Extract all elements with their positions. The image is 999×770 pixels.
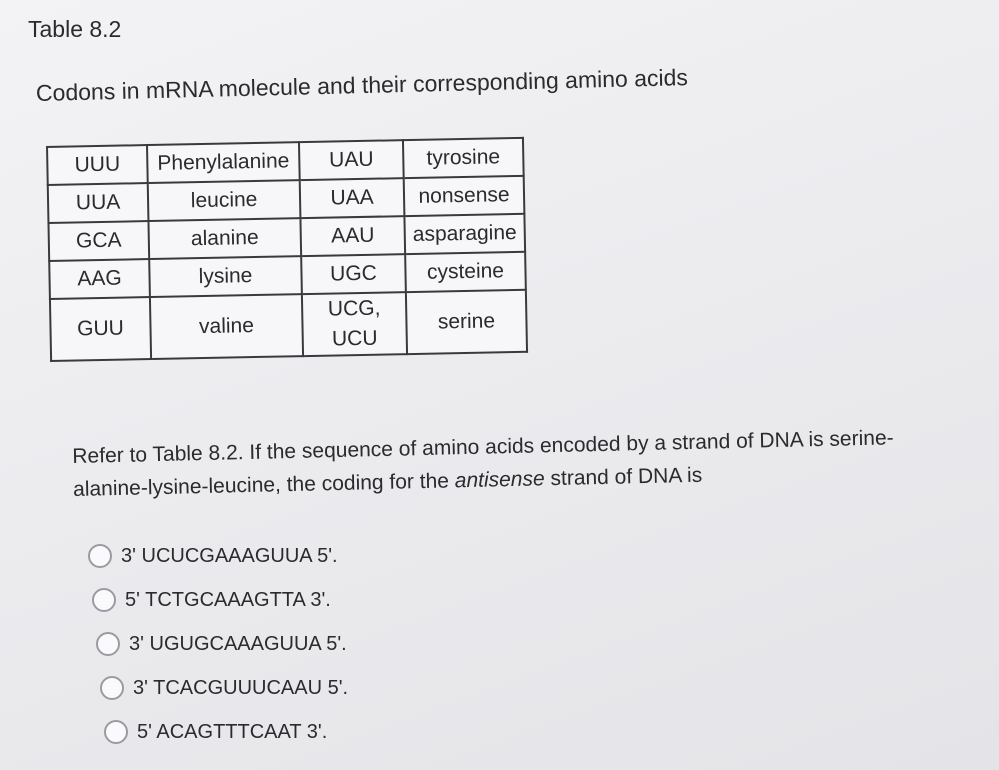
- table-row: [50, 290, 527, 361]
- amino-acid-cell: cysteine: [405, 252, 526, 292]
- amino-acid-cell: Phenylalanine: [147, 142, 300, 183]
- codon-line: UCG,: [327, 296, 381, 321]
- codon-cell: GCA: [48, 221, 149, 261]
- answer-option[interactable]: [88, 534, 348, 578]
- answer-option[interactable]: [96, 622, 348, 666]
- amino-acid-cell: leucine: [148, 180, 301, 221]
- option-label: 3' UCUCGAAAGUUA 5'.: [121, 544, 338, 567]
- amino-acid-cell: asparagine: [404, 214, 525, 254]
- amino-acid-cell: lysine: [149, 256, 302, 297]
- option-label: 5' ACAGTTTCAAT 3'.: [137, 720, 328, 743]
- table-label: Table 8.2: [28, 16, 122, 42]
- question-text-end: strand of DNA is: [544, 463, 703, 491]
- amino-acid-cell: serine: [406, 290, 527, 354]
- radio-button[interactable]: [92, 588, 116, 612]
- question-text-start: Refer to Table 8.2. If the sequence of amino acids encoded by a strand of DNA is serine-alanine-lysine-leucine, the coding for the: [72, 426, 894, 501]
- codon-table: [46, 137, 528, 362]
- question-text: [72, 420, 933, 505]
- codon-cell: UUA: [48, 183, 149, 223]
- amino-acid-cell: nonsense: [404, 176, 525, 216]
- codon-cell: UAU: [299, 140, 404, 180]
- amino-acid-cell: tyrosine: [403, 138, 524, 178]
- answer-options: [88, 534, 348, 754]
- radio-button[interactable]: [88, 544, 112, 568]
- amino-acid-cell: valine: [150, 294, 303, 359]
- answer-option[interactable]: [92, 578, 348, 622]
- option-label: 3' UGUGCAAAGUUA 5'.: [129, 632, 347, 655]
- option-label: 3' TCACGUUUCAAU 5'.: [133, 676, 349, 699]
- codon-cell: UUU: [47, 145, 148, 185]
- codon-cell: AAG: [49, 259, 150, 299]
- answer-option[interactable]: [104, 710, 348, 754]
- codon-cell: UAA: [300, 178, 405, 218]
- question-emphasis: antisense: [454, 467, 545, 493]
- answer-option[interactable]: [100, 666, 348, 710]
- codon-cell: [302, 292, 407, 356]
- table-subtitle: Codons in mRNA molecule and their corresponding amino acids: [35, 64, 689, 106]
- codon-cell: UGC: [301, 254, 406, 294]
- codon-cell: AAU: [300, 216, 405, 256]
- codon-line: UCU: [331, 326, 378, 351]
- radio-button[interactable]: [100, 676, 124, 700]
- codon-cell: GUU: [50, 297, 151, 361]
- radio-button[interactable]: [104, 720, 128, 744]
- amino-acid-cell: alanine: [148, 218, 301, 259]
- radio-button[interactable]: [96, 632, 120, 656]
- option-label: 5' TCTGCAAAGTTA 3'.: [125, 588, 331, 611]
